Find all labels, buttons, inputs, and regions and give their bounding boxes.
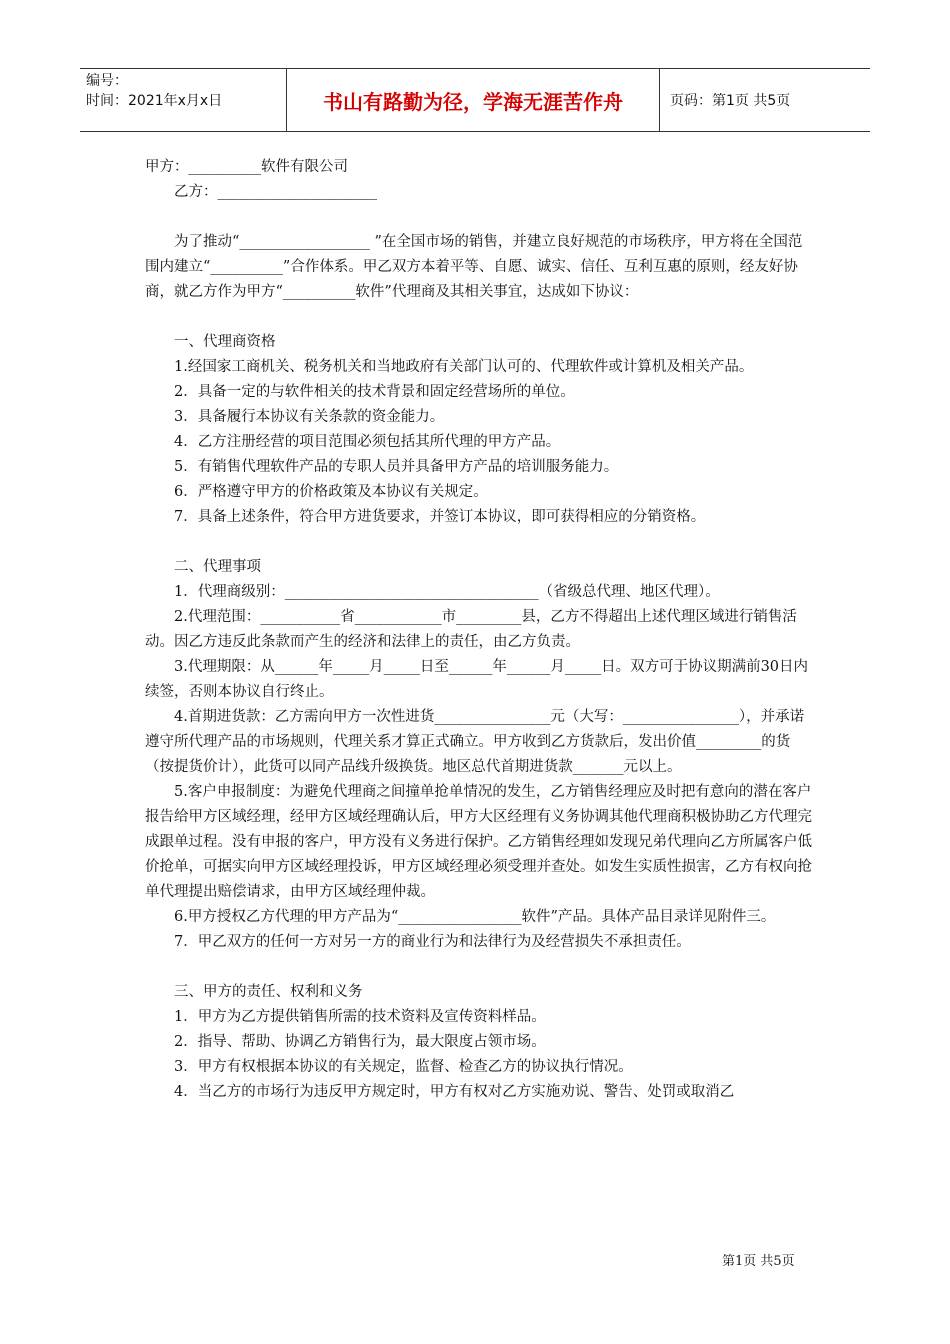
document-date: 时间：2021年x月x日 [86,93,223,109]
clause: 2．指导、帮助、协调乙方销售行为，最大限度占领市场。 [174,1034,546,1050]
document-number-label: 编号： [86,73,128,89]
clause: 7．具备上述条件，符合甲方进货要求，并签订本协议，即可获得相应的分销资格。 [174,509,706,525]
party-b-line: 乙方：______________________ [174,184,377,200]
section-heading: 二、代理事项 [174,559,261,575]
page-footer: 第1页 共5页 [722,1254,795,1269]
clause: 4.首期进货款：乙方需向甲方一次性进货________________元（大写：________________），并承诺遵守所代理产品的市场规则，代理关系才算正式确立。甲方收到乙方货款后，发出价值_________的货（按提货价计），此货可以同产品线升级换货。地区总代首期进货款_______元以上。 [145,709,805,775]
header-motto: 书山有路勤为径，学海无涯苦作舟 [287,69,660,131]
clause: 5.客户申报制度：为避免代理商之间撞单抢单情况的发生，乙方销售经理应及时把有意向的潜在客户报告给甲方区域经理，经甲方区域经理确认后，甲方大区经理有义务协调其他代理商积极协助乙方代理完成跟单过程。没有申报的客户，甲方没有义务进行保护。乙方销售经理如发现兄弟代理向乙方所属客户低价抢单，可据实向甲方区域经理投诉，甲方区域经理必须受理并查处。如发生实质性损害，乙方有权向抢单代理提出赔偿请求，由甲方区域经理仲裁。 [145,784,812,900]
clause: 1．甲方为乙方提供销售所需的技术资料及宣传资料样品。 [174,1009,546,1025]
clause: 1．代理商级别：___________________________________（省级总代理、地区代理）。 [174,584,720,600]
header-meta [80,69,287,131]
clause: 4．当乙方的市场行为违反甲方规定时，甲方有权对乙方实施劝说、警告、处罚或取消乙 [174,1084,735,1100]
clause: 6．严格遵守甲方的价格政策及本协议有关规定。 [174,484,488,500]
clause: 4．乙方注册经营的项目范围必须包括其所代理的甲方产品。 [174,434,561,450]
page-header [80,68,870,132]
header-page-info: 页码：第1页 共5页 [670,93,791,109]
clause: 3.代理期限：从______年_____月_____日至______年______月_____日。双方可于协议期满前30日内续签，否则本协议自行终止。 [145,659,809,700]
clause: 1.经国家工商机关、税务机关和当地政府有关部门认可的、代理软件或计算机及相关产品。 [174,359,754,375]
clause: 6.甲方授权乙方代理的甲方产品为“_________________软件”产品。具体产品目录详见附件三。 [174,909,776,925]
section-heading: 一、代理商资格 [174,334,276,350]
section-heading: 三、甲方的责任、权利和义务 [174,984,363,1000]
clause: 5．有销售代理软件产品的专职人员并具备甲方产品的培训服务能力。 [174,459,619,475]
preamble-paragraph: 为了推动“__________________ ”在全国市场的销售，并建立良好规范的市场秩序，甲方将在全国范围内建立“__________”合作体系。甲乙双方本着平等、自愿、诚实、信任、互利互惠的原则，经友好协商，就乙方作为甲方“__________软件”代理商及其相关事宜，达成如下协议： [145,234,803,300]
clause: 3．具备履行本协议有关条款的资金能力。 [174,409,445,425]
clause: 2.代理范围：___________省____________市_________县，乙方不得超出上述代理区域进行销售活动。因乙方违反此条款而产生的经济和法律上的责任，由乙方负责。 [145,609,797,650]
clause: 3．甲方有权根据本协议的有关规定，监督、检查乙方的协议执行情况。 [174,1059,633,1075]
clause: 7．甲乙双方的任何一方对另一方的商业行为和法律行为及经营损失不承担责任。 [174,934,691,950]
clause: 2．具备一定的与软件相关的技术背景和固定经营场所的单位。 [174,384,575,400]
party-a-line: 甲方：__________软件有限公司 [145,159,348,175]
document-body [145,155,815,1105]
